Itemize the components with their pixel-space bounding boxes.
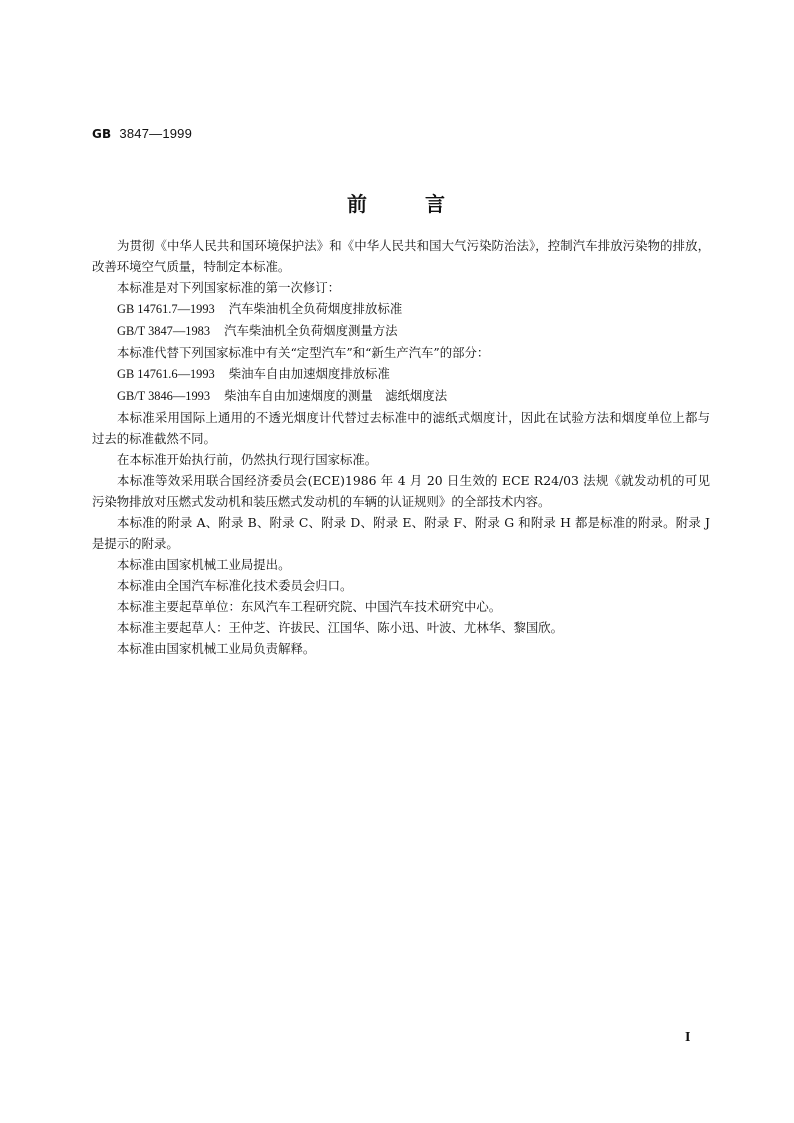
paragraph: 本标准主要起草单位：东风汽车工程研究院、中国汽车技术研究中心。	[117, 599, 502, 614]
paragraph: 本标准采用国际上通用的不透光烟度计代替过去标准中的滤纸式烟度计，因此在试验方法和烟度单位上都与过去的标准截然不同。	[92, 410, 710, 446]
foreword-body	[92, 235, 710, 659]
standard-code: GB/T 3847—1983	[117, 324, 211, 338]
standard-title: 汽车柴油机全负荷烟度排放标准	[228, 301, 403, 316]
standard-title: 柴油车自由加速烟度排放标准	[228, 366, 390, 381]
revised-standard-item	[92, 320, 710, 342]
paragraph: 本标准的附录 A、附录 B、附录 C、附录 D、附录 E、附录 F、附录 G 和附录 H 都是标准的附录。附录 J 是提示的附录。	[92, 515, 710, 551]
page-title	[0, 188, 794, 217]
paragraph: 为贯彻《中华人民共和国环境保护法》和《中华人民共和国大气污染防治法》，控制汽车排放污染物的排放，改善环境空气质量，特制定本标准。	[92, 238, 710, 274]
paragraph: 本标准代替下列国家标准中有关“定型汽车”和“新生产汽车”的部分：	[117, 345, 490, 360]
standard-code: GB 14761.7—1993	[117, 302, 215, 316]
replaced-standard-item	[92, 363, 710, 385]
replaced-standard-item	[92, 385, 710, 407]
paragraph: 本标准主要起草人：王仲芝、许拔民、江国华、陈小迅、叶波、尤林华、黎国欣。	[117, 620, 564, 635]
document-header	[92, 126, 192, 142]
title-char-2: 言	[425, 192, 447, 216]
page-number: I	[685, 1030, 691, 1045]
title-char-1: 前	[347, 192, 369, 216]
standard-title: 柴油车自由加速烟度的测量 滤纸烟度法	[224, 388, 448, 403]
standard-number: 3847—1999	[119, 126, 193, 141]
standard-code: GB/T 3846—1993	[117, 389, 211, 403]
paragraph: 本标准由全国汽车标准化技术委员会归口。	[117, 578, 353, 593]
revised-standard-item	[92, 298, 710, 320]
paragraph: 本标准由国家机械工业局负责解释。	[117, 641, 316, 656]
standard-title: 汽车柴油机全负荷烟度测量方法	[224, 323, 398, 338]
paragraph: 本标准是对下列国家标准的第一次修订：	[117, 280, 341, 295]
paragraph: 本标准等效采用联合国经济委员会(ECE)1986 年 4 月 20 日生效的 ECE R24/03 法规《就发动机的可见污染物排放对压燃式发动机和装压燃式发动机的车辆的认证规则》的全部技术内容。	[92, 473, 710, 509]
standard-code: GB 14761.6—1993	[117, 367, 215, 381]
paragraph: 在本标准开始执行前，仍然执行现行国家标准。	[117, 452, 378, 467]
standard-prefix: GB	[92, 127, 112, 141]
paragraph: 本标准由国家机械工业局提出。	[117, 557, 291, 572]
